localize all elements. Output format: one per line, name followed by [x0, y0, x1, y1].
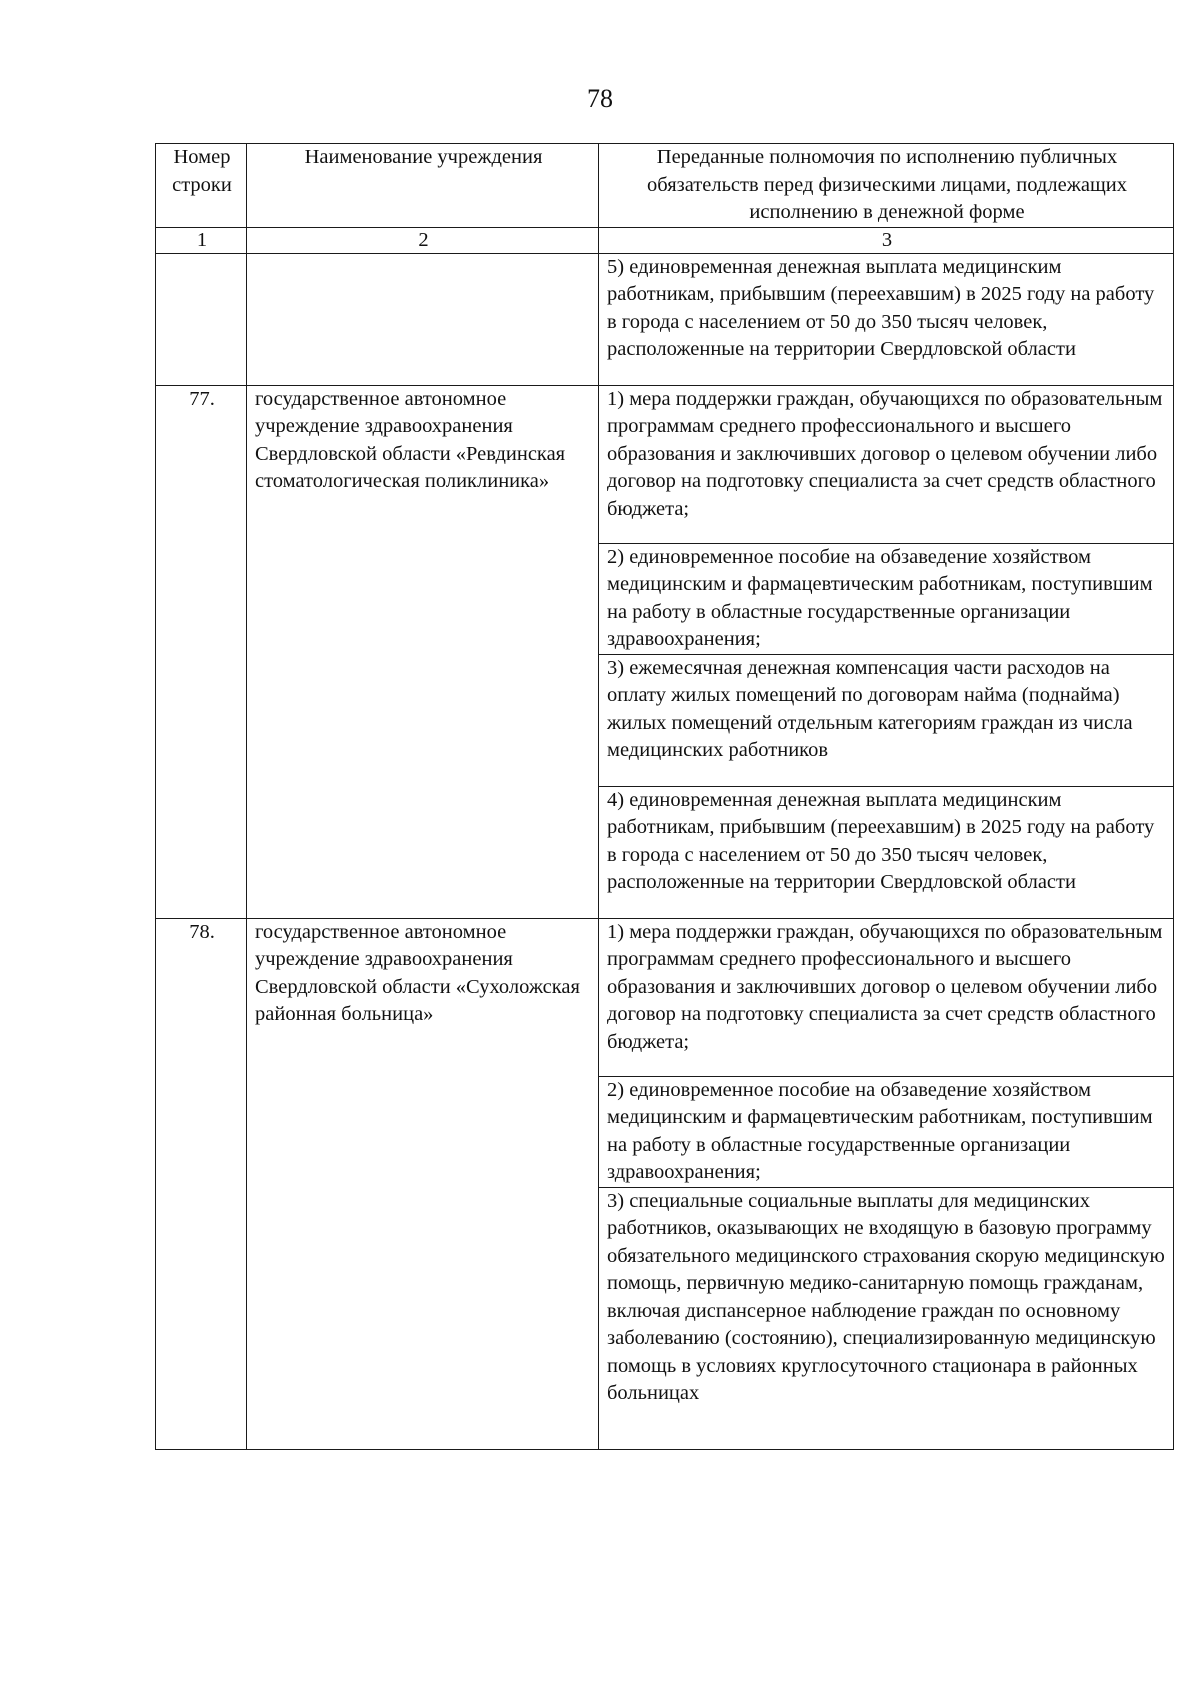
powers-table [155, 143, 1174, 1450]
power-item: 3) ежемесячная денежная компенсация части расходов на оплату жилых помещений по договорам найма (поднайма) жилых помещений отдельным категориям граждан из числа медицинских работников [599, 654, 1174, 786]
table-row [156, 253, 1174, 385]
column-index-2: 2 [247, 227, 599, 253]
power-item: 2) единовременное пособие на обзаведение хозяйством медицинским и фармацевтическим работникам, поступившим на работу в областные государственные организации здравоохранения; [599, 543, 1174, 654]
power-item: 2) единовременное пособие на обзаведение хозяйством медицинским и фармацевтическим работникам, поступившим на работу в областные государственные организации здравоохранения; [599, 1076, 1174, 1187]
table-row [156, 918, 1174, 1076]
power-item: 1) мера поддержки граждан, обучающихся по образовательным программам среднего профессионального и высшего образования и заключивших договор о целевом обучении либо договор на подготовку специалиста за счет средств областного бюджета; [599, 918, 1174, 1076]
column-index-1: 1 [156, 227, 247, 253]
power-item: 1) мера поддержки граждан, обучающихся по образовательным программам среднего профессионального и высшего образования и заключивших договор о целевом обучении либо договор на подготовку специалиста за счет средств областного бюджета; [599, 385, 1174, 543]
organization-name: государственное автономное учреждение здравоохранения Свердловской области «Ревдинская стоматологическая поликлиника» [247, 385, 599, 918]
power-item: 3) специальные социальные выплаты для медицинских работников, оказывающих не входящую в базовую программу обязательного медицинского страхования скорую медицинскую помощь, первичную медико-санитарную помощь гражданам, включая диспансерное наблюдение граждан по основному заболеванию (состоянию), специализированную медицинскую помощь в условиях круглосуточного стационара в районных больницах [599, 1187, 1174, 1449]
header-row-number: Номер строки [156, 144, 247, 228]
power-item: 4) единовременная денежная выплата медицинским работникам, прибывшим (переехавшим) в 2025 году на работу в города с населением от 50 до 350 тысяч человек, расположенные на территории Свердловской области [599, 786, 1174, 918]
header-powers: Переданные полномочия по исполнению публичных обязательств перед физическими лицами, подлежащих исполнению в денежной форме [599, 144, 1174, 228]
row-number-cell [156, 253, 247, 385]
header-institution-name: Наименование учреждения [247, 144, 599, 228]
column-index-row [156, 227, 1174, 253]
organization-cell [247, 253, 599, 385]
column-index-3: 3 [599, 227, 1174, 253]
organization-name: государственное автономное учреждение здравоохранения Свердловской области «Сухоложская районная больница» [247, 918, 599, 1449]
header-row [156, 144, 1174, 228]
page-number: 78 [587, 84, 613, 113]
table-row [156, 385, 1174, 543]
row-number: 78. [156, 918, 247, 1449]
power-item: 5) единовременная денежная выплата медицинским работникам, прибывшим (переехавшим) в 2025 году на работу в города с населением от 50 до 350 тысяч человек, расположенные на территории Свердловской области [599, 253, 1174, 385]
row-number: 77. [156, 385, 247, 918]
